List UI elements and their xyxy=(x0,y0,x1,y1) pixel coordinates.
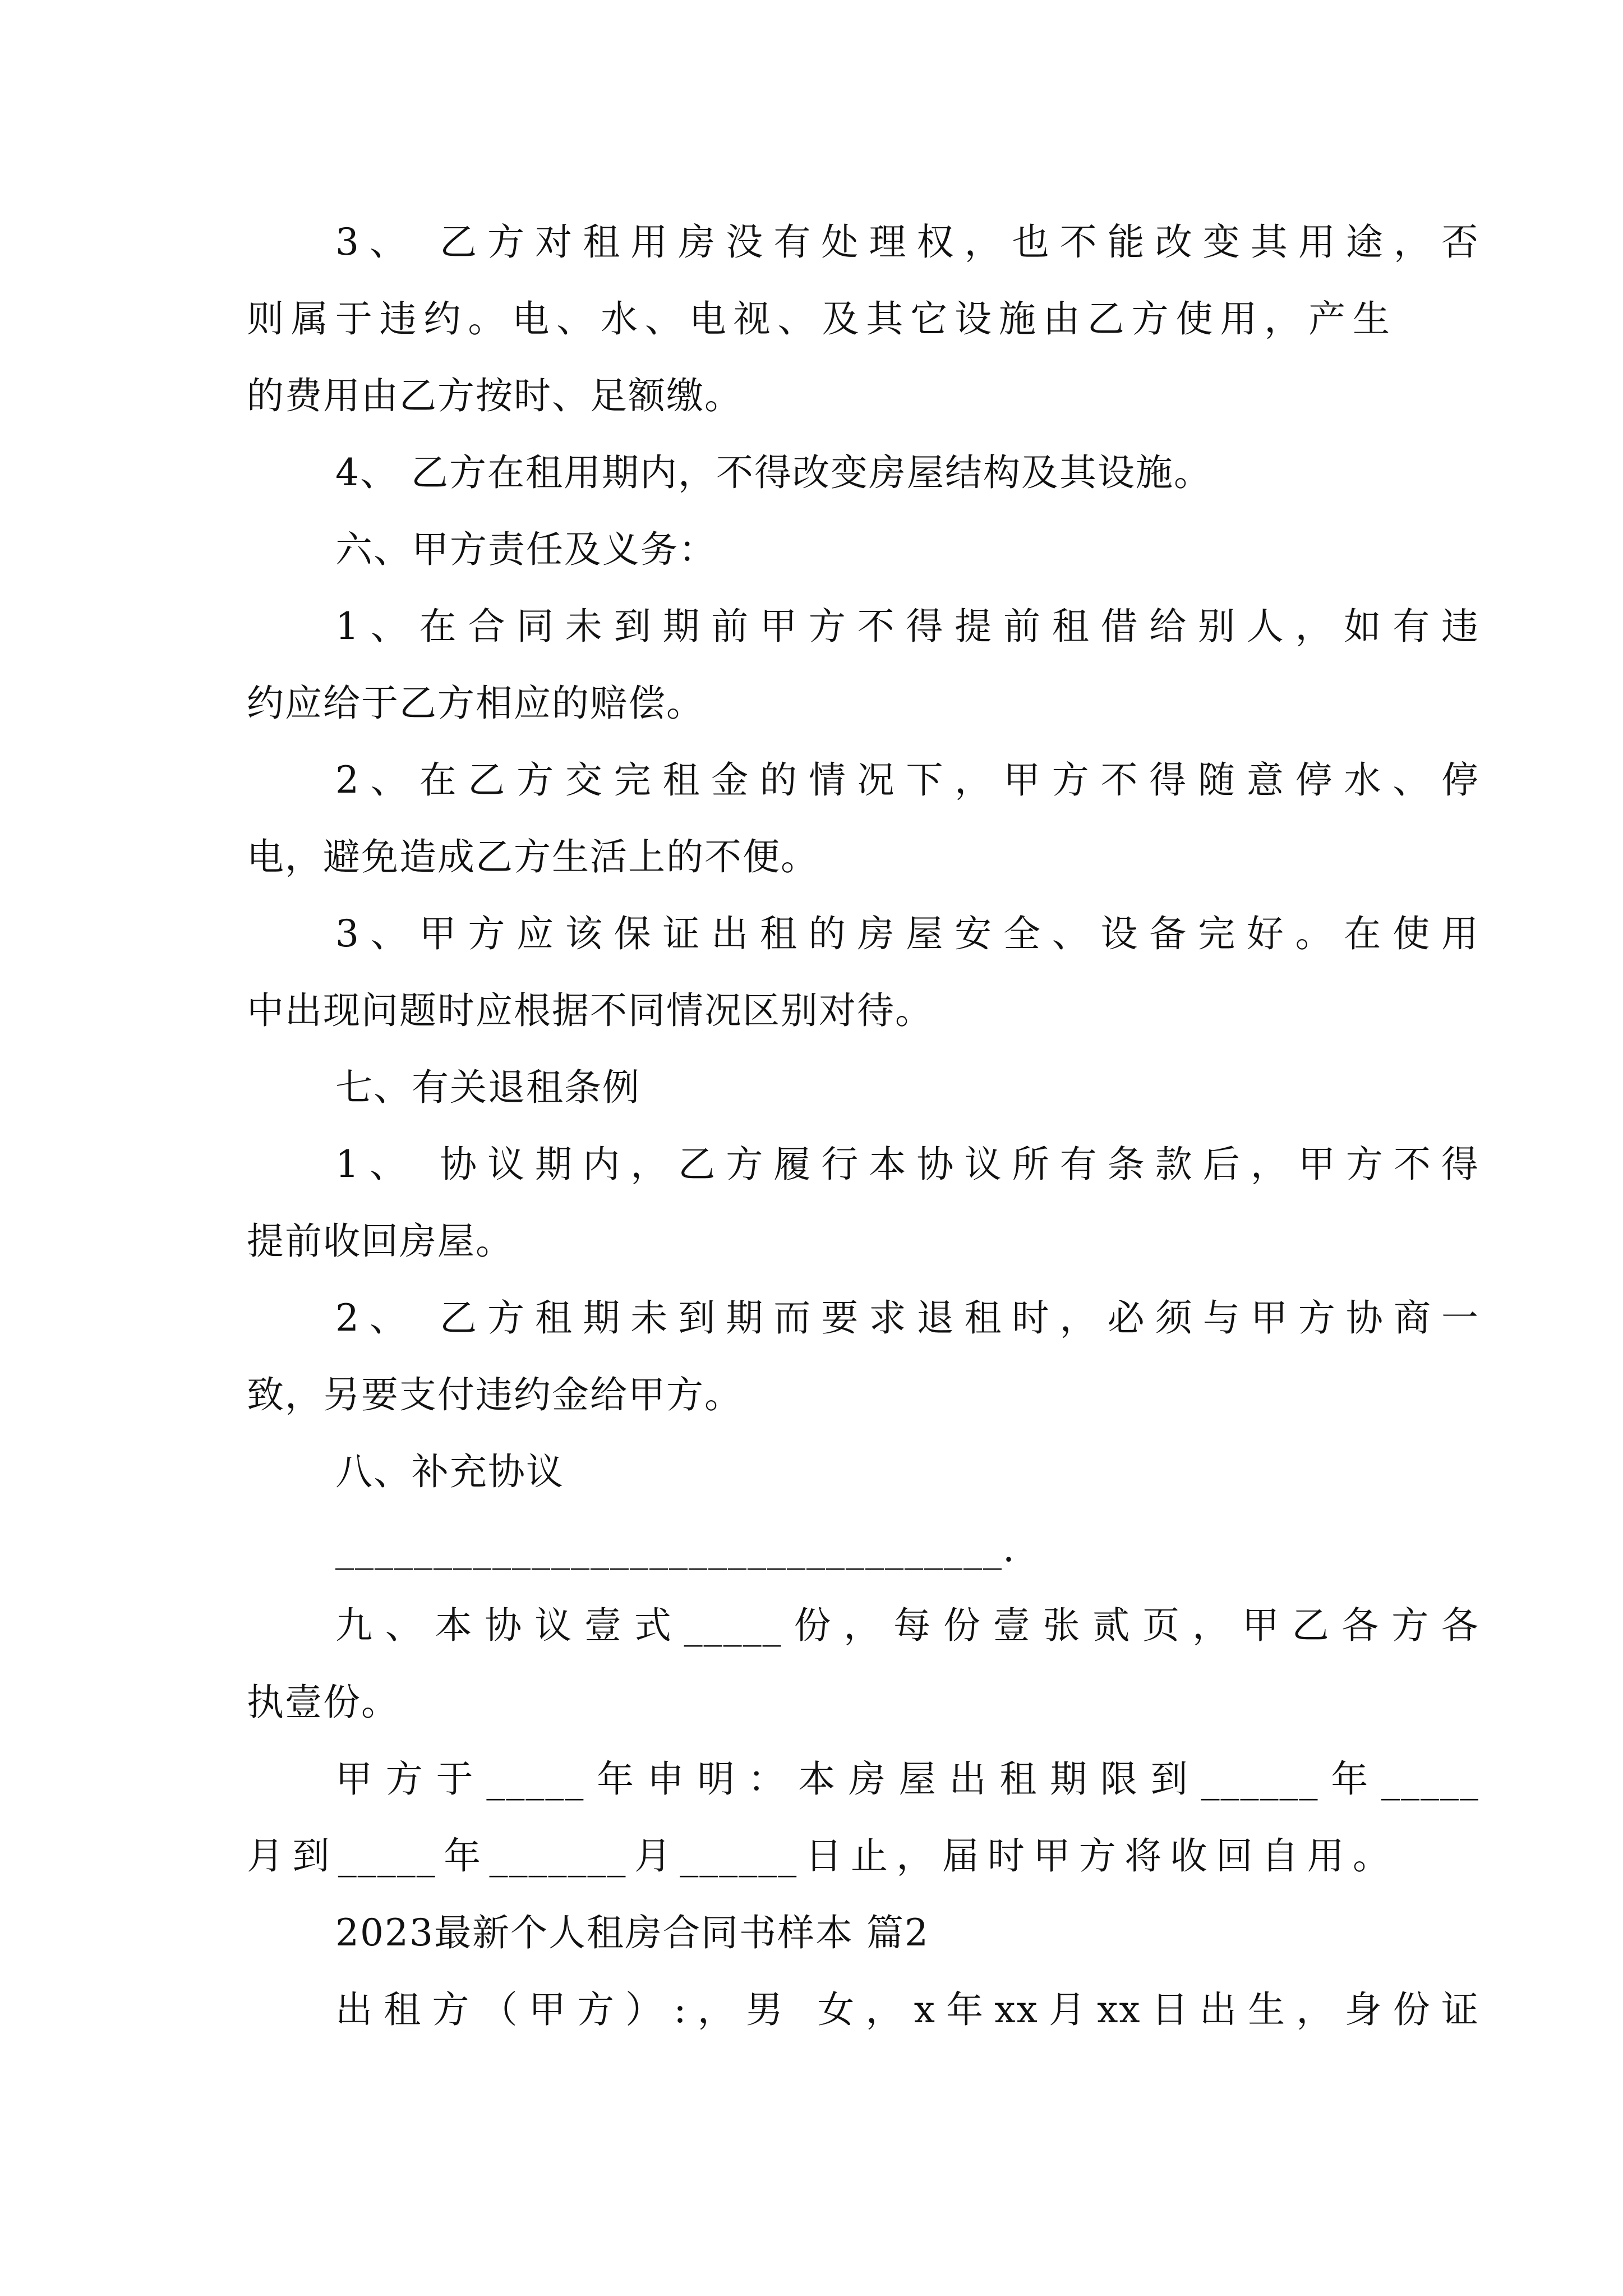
clause-5-3-line-3: 的费用由乙方按时、足额缴。 xyxy=(247,374,743,417)
clause-7-2-line-2: 致，另要支付违约金给甲方。 xyxy=(247,1373,743,1416)
declaration-line-2: 月到_____年_______月______日止，届时甲方将收回自用。 xyxy=(247,1834,1391,1878)
clause-7-1-line-2: 提前收回房屋。 xyxy=(247,1220,514,1263)
section-8-heading: 八、补充协议 xyxy=(335,1450,564,1493)
clause-5-3-line-1: 3、 乙方对租用房没有处理权，也不能改变其用途，否 xyxy=(335,220,1479,264)
clause-6-3-line-2: 中出现问题时应根据不同情况区别对待。 xyxy=(247,989,933,1032)
supplement-blank-line: __________________________________. xyxy=(335,1527,1016,1570)
clause-6-2-line-2: 电，避免造成乙方生活上的不便。 xyxy=(247,835,819,878)
clause-6-2-line-1: 2、在乙方交完租金的情况下，甲方不得随意停水、停 xyxy=(335,758,1479,802)
clause-6-1-line-1: 1、在合同未到期前甲方不得提前租借给别人，如有违 xyxy=(335,605,1479,648)
section-6-heading: 六、甲方责任及义务： xyxy=(335,528,717,571)
section-7-heading: 七、有关退租条例 xyxy=(335,1066,640,1109)
clause-5-4: 4、 乙方在租用期内，不得改变房屋结构及其设施。 xyxy=(335,451,1212,494)
clause-9-line-1: 九、本协议壹式_____份，每份壹张贰页，甲乙各方各 xyxy=(335,1604,1479,1647)
clause-6-3-line-1: 3、甲方应该保证出租的房屋安全、设备完好。在使用 xyxy=(335,912,1479,955)
clause-5-3-line-2: 则属于违约。电、水、电视、及其它设施由乙方使用，产生 xyxy=(247,297,1391,341)
declaration-line-1: 甲方于_____年申明：本房屋出租期限到______年_____ xyxy=(335,1757,1479,1801)
clause-6-1-line-2: 约应给于乙方相应的赔偿。 xyxy=(247,682,704,725)
part-2-title: 2023最新个人租房合同书样本 篇2 xyxy=(335,1911,929,1954)
clause-7-1-line-1: 1、 协议期内，乙方履行本协议所有条款后，甲方不得 xyxy=(335,1143,1479,1186)
clause-9-line-2: 执壹份。 xyxy=(247,1681,399,1724)
lessor-info-line: 出租方（甲方）:，男 女，x年xx月xx日出生，身份证 xyxy=(335,1988,1479,2031)
clause-7-2-line-1: 2、 乙方租期未到期而要求退租时，必须与甲方协商一 xyxy=(335,1296,1479,1340)
